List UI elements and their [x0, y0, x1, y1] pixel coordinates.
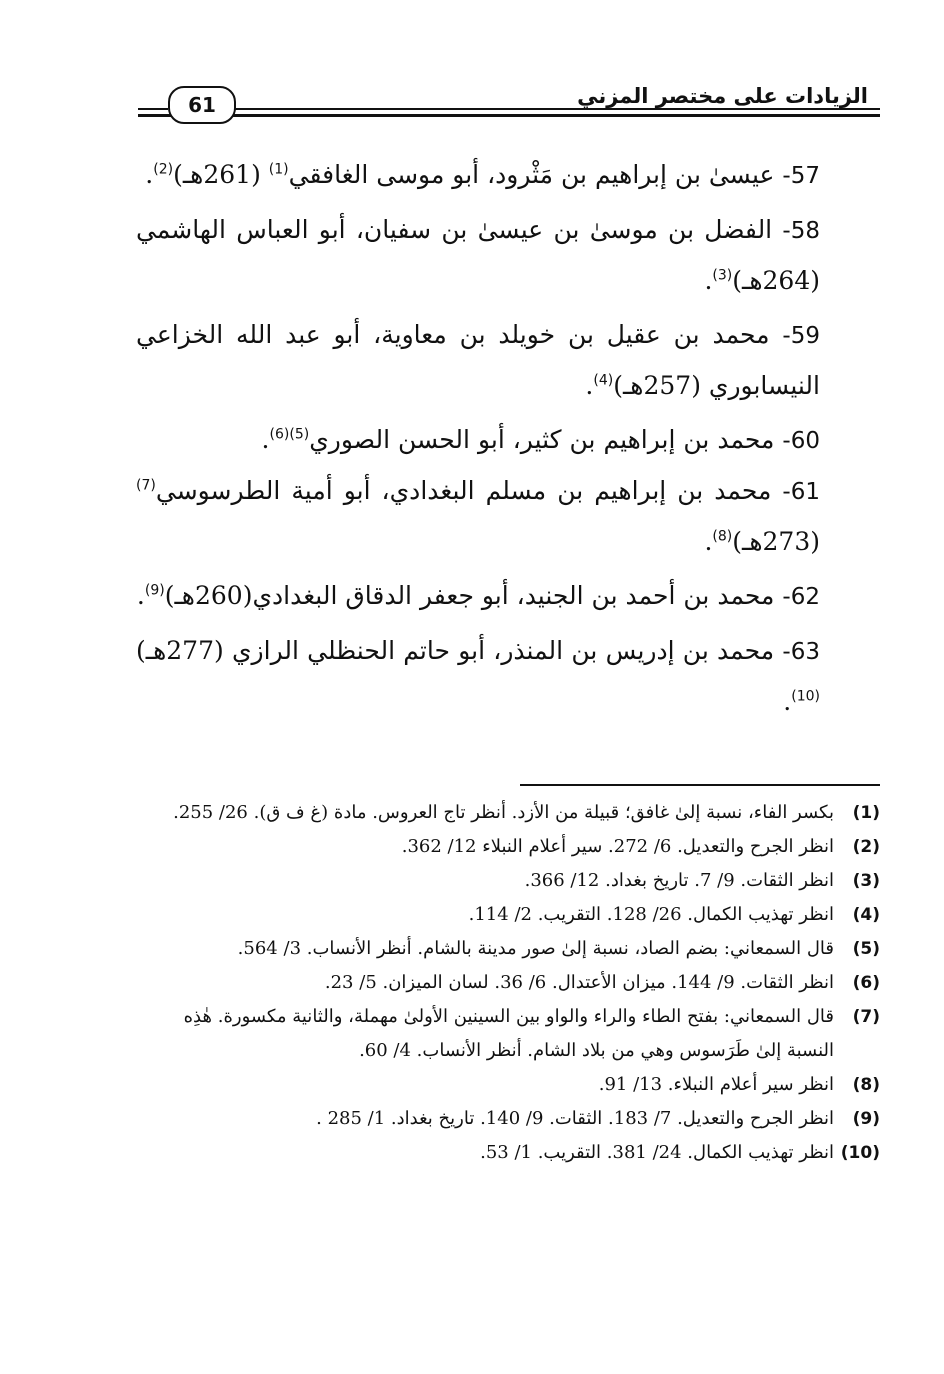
entry-text: محمد بن عقيل بن خويلد بن معاوية، أبو عبد الله الخزاعي النيسابوري (257هـ)	[136, 320, 820, 400]
footnote-text: انظر تهذيب الكمال. 26/ 128. التقريب. 2/ 114.	[468, 904, 834, 925]
footnote-number: (9)	[852, 1109, 880, 1129]
entry-61	[136, 466, 820, 567]
footnote-ref: (9)	[144, 582, 165, 599]
footnote-5	[136, 932, 880, 966]
entry-text: محمد بن إدريس بن المنذر، أبو حاتم الحنظلي الرازي (277هـ)	[136, 636, 775, 665]
footnote-4	[136, 898, 880, 932]
footnotes-list	[136, 796, 880, 1170]
footnote-1	[136, 796, 880, 830]
footnote-number: (3)	[852, 871, 880, 891]
footnote-ref: (5)(6)	[269, 426, 310, 443]
footnote-text: انظر الثقات. 9/ 144. ميزان الأعتدال. 6/ 36. لسان الميزان. 5/ 23.	[324, 972, 834, 993]
footnote-ref: (2)	[153, 161, 174, 178]
footnote-number: (7)	[852, 1007, 880, 1027]
footnote-number: (1)	[852, 803, 880, 823]
entry-date: (261هـ)	[173, 160, 269, 189]
header-rule-left	[138, 108, 168, 110]
footnote-text: قال السمعاني: بضم الصاد، نسبة إلىٰ صور مدينة بالشام. أنظر الأنساب. 3/ 564.	[237, 938, 834, 959]
page-header	[138, 78, 880, 122]
footnote-text: انظر تهذيب الكمال. 24/ 381. التقريب. 1/ 53.	[480, 1142, 834, 1163]
footnote-ref: (7)	[136, 477, 156, 494]
footnote-number: (4)	[852, 905, 880, 925]
entry-text: محمد بن إبراهيم بن كثير، أبو الحسن الصوري	[309, 425, 775, 454]
footnote-text: انظر الجرح والتعديل. 6/ 272. سير أعلام النبلاء 12/ 362.	[401, 836, 834, 857]
entry-period: .	[704, 266, 713, 295]
entry-59	[136, 310, 820, 411]
entry-text: محمد بن إبراهيم بن مسلم البغدادي، أبو أمية الطرسوسي	[155, 476, 772, 505]
entry-63	[136, 626, 820, 727]
entry-number: 60-	[782, 428, 820, 454]
footnote-number: (2)	[852, 837, 880, 857]
entry-62	[136, 571, 820, 622]
entry-number: 62-	[782, 584, 820, 610]
footnote-9	[136, 1102, 880, 1136]
footnote-ref: (8)	[712, 528, 733, 545]
entry-period: .	[783, 687, 792, 716]
footnote-text: انظر الجرح والتعديل. 7/ 183. الثقات. 9/ 140. تاريخ بغداد. 1/ 285 .	[316, 1108, 834, 1129]
entry-60	[136, 415, 820, 466]
entry-period: .	[136, 581, 145, 610]
entry-period: .	[585, 371, 594, 400]
entry-number: 57-	[782, 163, 820, 189]
entry-number: 59-	[782, 323, 821, 349]
entry-57	[136, 150, 820, 201]
footnote-ref: (4)	[593, 372, 614, 389]
header-rule-top	[228, 108, 880, 110]
entries-list	[136, 150, 820, 727]
footnote-text: انظر الثقات. 9/ 7. تاريخ بغداد. 12/ 366.	[524, 870, 834, 891]
entry-text: محمد بن أحمد بن الجنيد، أبو جعفر الدقاق البغدادي(260هـ)	[164, 581, 775, 610]
footnote-6	[136, 966, 880, 1000]
entry-number: 63-	[782, 639, 820, 665]
footnote-text: قال السمعاني: بفتح الطاء والراء والواو بين السينين الأولىٰ مهملة، والثانية مكسورة. هٰذِه النسبة إلىٰ طَرَسوس وهي من بلاد الشام. أنظر الأنساب. 4/ 60.	[183, 1006, 834, 1061]
entry-58	[136, 205, 820, 306]
entry-date: (273هـ)	[732, 527, 820, 556]
running-title: الزيادات على مختصر المزني	[577, 84, 868, 108]
entry-number: 61-	[782, 479, 820, 505]
entry-text: الفضل بن موسىٰ بن عيسىٰ بن سفيان، أبو العباس الهاشمي (264هـ)	[136, 215, 820, 295]
footnote-ref: (3)	[712, 267, 733, 284]
footnote-8	[136, 1068, 880, 1102]
entry-text: عيسىٰ بن إبراهيم بن مَثْرود، أبو موسى الغافقي	[288, 160, 775, 189]
footnote-text: بكسر الفاء، نسبة إلىٰ غافق؛ قبيلة من الأزد. أنظر تاج العروس. مادة (غ ف ق). 26/ 255.	[173, 802, 834, 823]
footnote-ref: (10)	[791, 688, 820, 705]
entry-period: .	[261, 425, 270, 454]
footnote-number: (10)	[840, 1143, 880, 1163]
footnote-number: (8)	[852, 1075, 880, 1095]
entry-period: .	[704, 527, 713, 556]
entry-number: 58-	[782, 218, 821, 244]
footnote-separator	[520, 784, 880, 786]
footnote-ref: (1)	[268, 161, 289, 178]
footnote-number: (6)	[852, 973, 880, 993]
header-rule-bottom	[138, 114, 880, 117]
footnote-10	[136, 1136, 880, 1170]
entry-period: .	[145, 160, 154, 189]
footnote-2	[136, 830, 880, 864]
footnote-number: (5)	[852, 939, 880, 959]
page-number: 61	[168, 86, 236, 124]
footnote-7	[136, 1000, 880, 1068]
footnote-3	[136, 864, 880, 898]
footnote-text: انظر سير أعلام النبلاء. 13/ 91.	[598, 1074, 834, 1095]
